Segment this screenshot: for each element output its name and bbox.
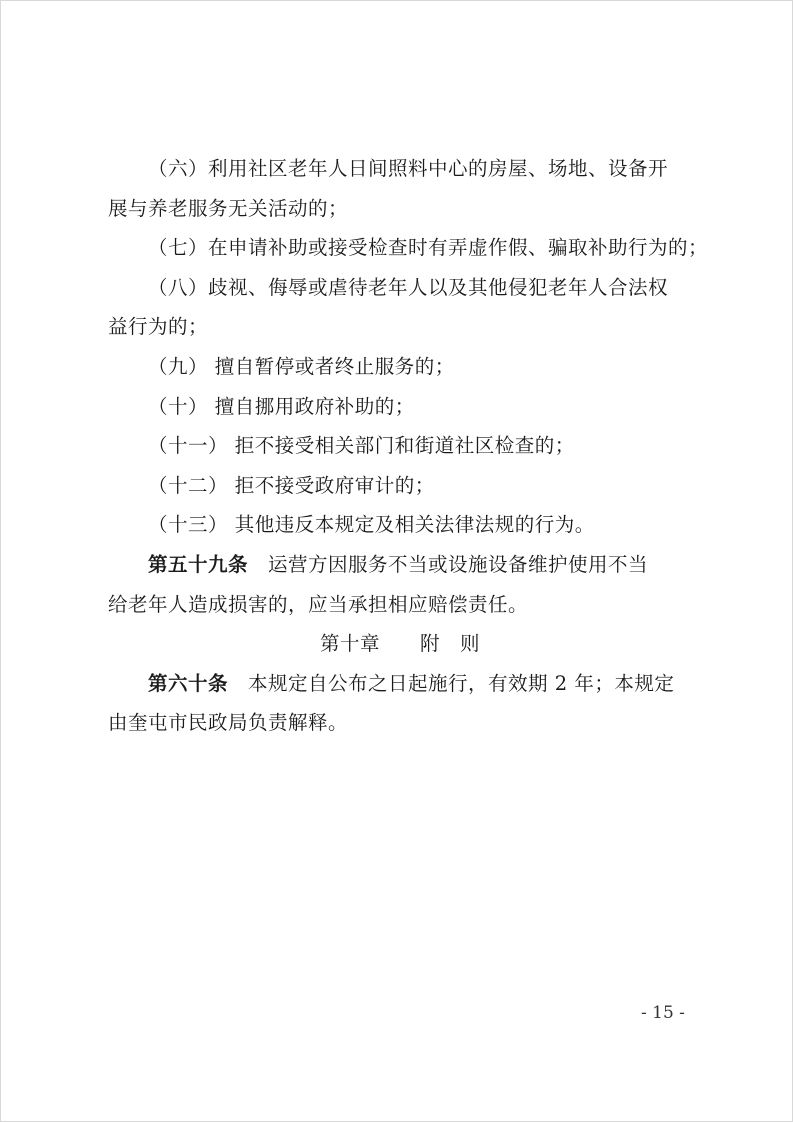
item-8-line-2: 益行为的； (108, 315, 209, 339)
item-11-line: （十一） 拒不接受相关部门和街道社区检查的； (148, 434, 575, 458)
item-8-line-1: （八）歧视、侮辱或虐待老年人以及其他侵犯老年人合法权 (148, 275, 669, 299)
item-6-line-1: （六）利用社区老年人日间照料中心的房屋、场地、设备开 (148, 157, 669, 180)
chapter-title: 附 则 (420, 632, 481, 656)
article-59-line-2: 给老年人造成损害的，应当承担相应赔偿责任。 (108, 592, 529, 616)
article-60-text-1: 本规定自公布之日起施行，有效期 2 年；本规定 (248, 671, 675, 695)
item-6-line-2: 展与养老服务无关活动的； (108, 196, 349, 220)
article-60-line-2: 由奎屯市民政局负责解释。 (108, 711, 349, 735)
chapter-number: 第十章 (319, 632, 380, 656)
item-7-line: （七）在申请补助或接受检查时有弄虚作假、骗取补助行为的； (148, 236, 709, 260)
article-59-line-1 (147, 545, 692, 585)
item-9-line: （九） 擅自暂停或者终止服务的； (148, 354, 455, 378)
article-60-line-1 (147, 664, 692, 704)
item-13-line: （十三） 其他违反本规定及相关法律法规的行为。 (148, 513, 595, 537)
article-59-text-1: 运营方因服务不当或设施设备维护使用不当 (268, 552, 649, 576)
page-number: - 15 - (641, 1003, 685, 1023)
item-12-line: （十二） 拒不接受政府审计的； (148, 473, 435, 497)
document-body (108, 149, 709, 743)
article-59-label: 第五十九条 (148, 552, 249, 576)
item-10-line: （十） 擅自挪用政府补助的； (148, 394, 415, 418)
article-60-label: 第六十条 (148, 671, 229, 695)
chapter-10-heading (108, 624, 692, 664)
